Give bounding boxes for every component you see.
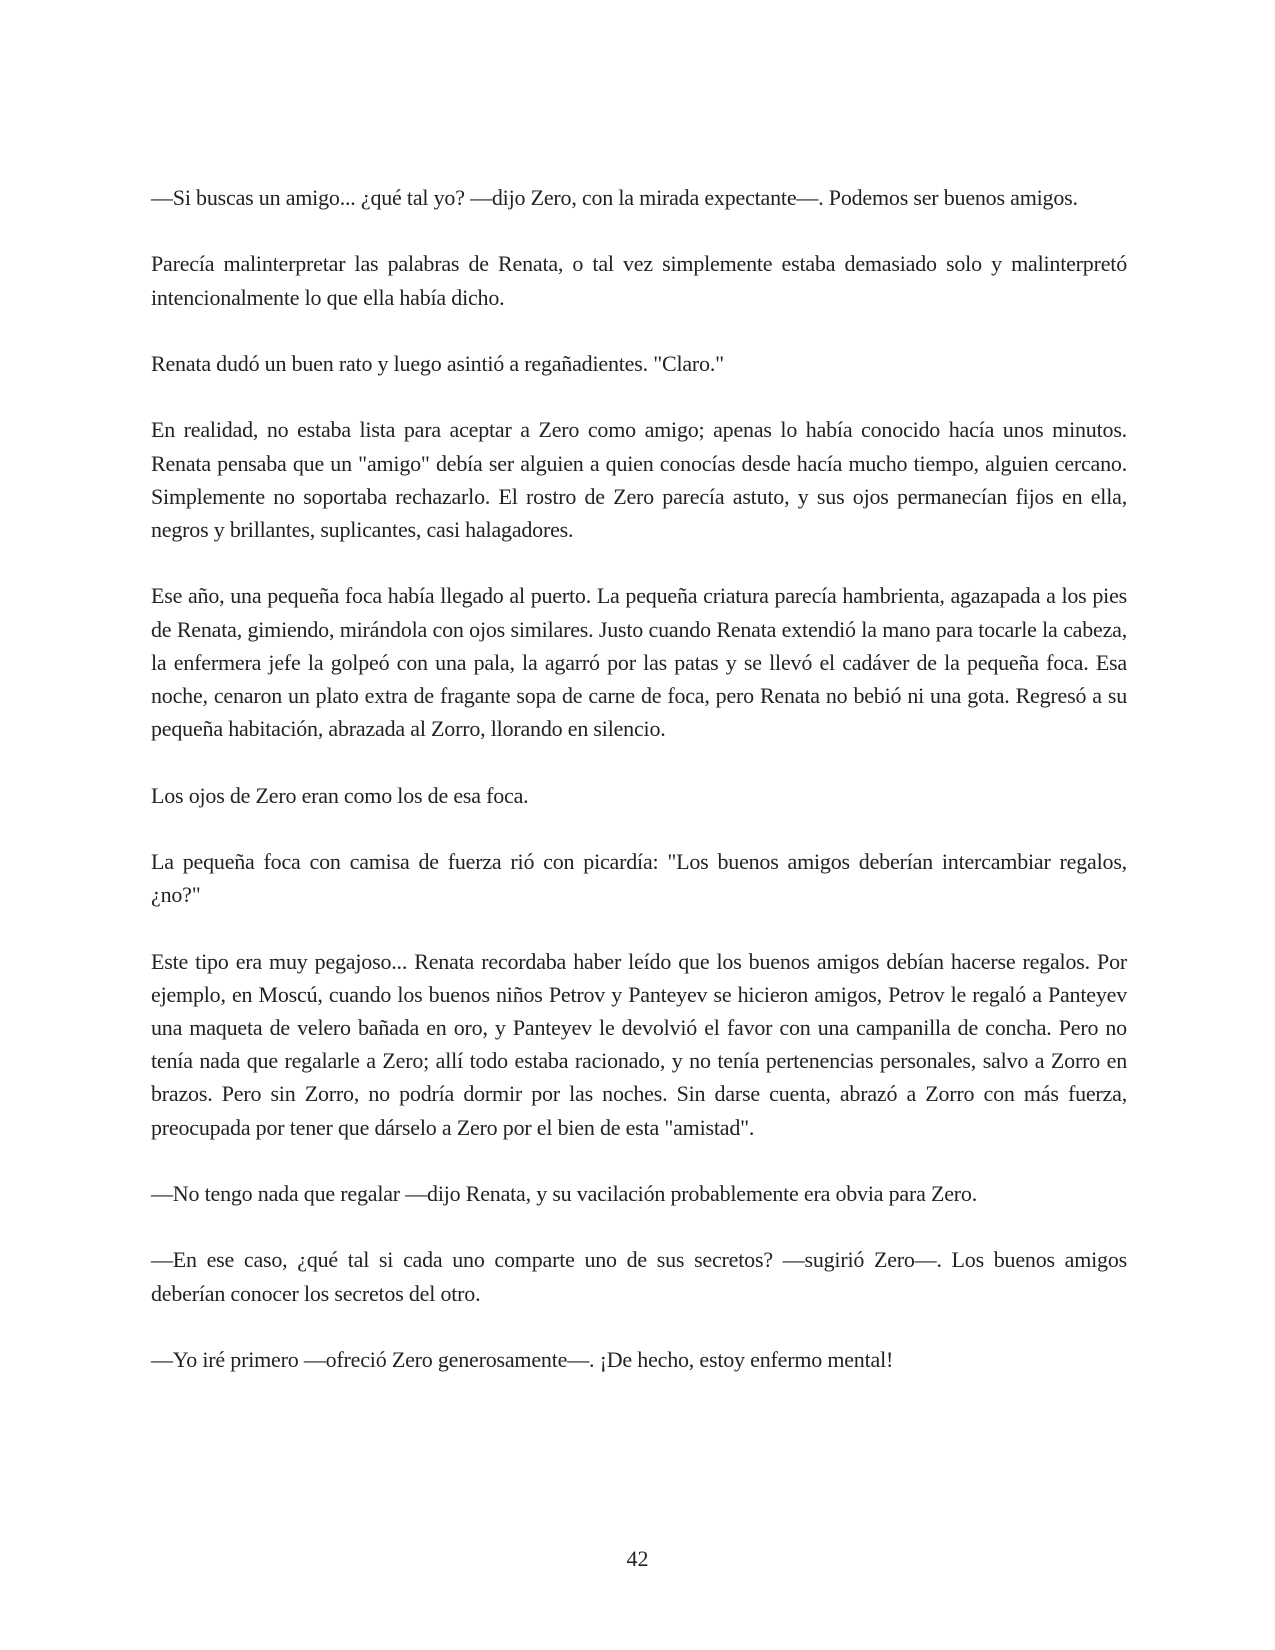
paragraph: —Yo iré primero —ofreció Zero generosamente—. ¡De hecho, estoy enfermo mental!: [151, 1346, 894, 1372]
page-body: [151, 181, 1127, 1409]
paragraph: En realidad, no estaba lista para aceptar a Zero como amigo; apenas lo había conocido hacía unos minutos. Renata pensaba que un "amigo" debía ser alguien a quien conocías desde hacía mucho tiempo, alguien cercano. Simplemente no soportaba rechazarlo. El rostro de Zero parecía astuto, y sus ojos permanecían fijos en ella, negros y brillantes, suplicantes, casi halagadores.: [151, 417, 1127, 542]
paragraph: Este tipo era muy pegajoso... Renata recordaba haber leído que los buenos amigos debían hacerse regalos. Por ejemplo, en Moscú, cuando los buenos niños Petrov y Panteyev se hicieron amigos, Petrov le regaló a Panteyev una maqueta de velero bañada en oro, y Panteyev le devolvió el favor con una campanilla de concha. Pero no tenía nada que regalarle a Zero; allí todo estaba racionado, y no tenía pertenencias personales, salvo a Zorro en brazos. Pero sin Zorro, no podría dormir por las noches. Sin darse cuenta, abrazó a Zorro con más fuerza, preocupada por tener que dárselo a Zero por el bien de esta "amistad".: [151, 948, 1127, 1140]
paragraph: —En ese caso, ¿qué tal si cada uno comparte uno de sus secretos? —sugirió Zero—. Los buenos amigos deberían conocer los secretos del otro.: [151, 1247, 1127, 1306]
paragraph: —No tengo nada que regalar —dijo Renata, y su vacilación probablemente era obvia para Zero.: [151, 1180, 978, 1206]
paragraph: Parecía malinterpretar las palabras de Renata, o tal vez simplemente estaba demasiado solo y malinterpretó intencionalmente lo que ella había dicho.: [151, 251, 1127, 310]
paragraph: Ese año, una pequeña foca había llegado al puerto. La pequeña criatura parecía hambrienta, agazapada a los pies de Renata, gimiendo, mirándola con ojos similares. Justo cuando Renata extendió la mano para tocarle la cabeza, la enfermera jefe la golpeó con una pala, la agarró por las patas y se llevó el cadáver de la pequeña foca. Esa noche, cenaron un plato extra de fragante sopa de carne de foca, pero Renata no bebió ni una gota. Regresó a su pequeña habitación, abrazada al Zorro, llorando en silencio.: [151, 583, 1127, 742]
paragraph: Los ojos de Zero eran como los de esa foca.: [151, 782, 529, 808]
page-number: 42: [626, 1546, 649, 1571]
paragraph: La pequeña foca con camisa de fuerza rió con picardía: "Los buenos amigos deberían intercambiar regalos, ¿no?": [151, 848, 1127, 908]
paragraph: Renata dudó un buen rato y luego asintió a regañadientes. "Claro.": [151, 350, 724, 376]
paragraph: —Si buscas un amigo... ¿qué tal yo? —dijo Zero, con la mirada expectante—. Podemos ser buenos amigos.: [151, 185, 1078, 210]
